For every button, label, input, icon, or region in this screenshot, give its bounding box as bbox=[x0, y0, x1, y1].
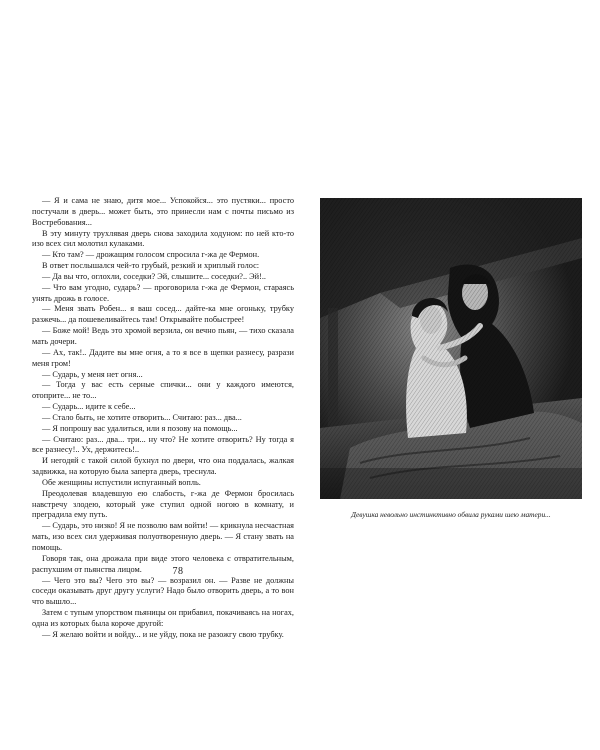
text-paragraph: — Сударь... идите к себе... bbox=[42, 402, 136, 412]
engraving-image bbox=[320, 198, 582, 499]
text-paragraph: В эту минуту трухлявая дверь снова заходила ходуном: по ней кто-то изо всех сил молотил кулаками. bbox=[32, 228, 294, 249]
text-paragraph: — Стало быть, не хотите отворить... Считаю: раз... два... bbox=[42, 412, 242, 422]
text-paragraph: Говоря так, она дрожала при виде этого человека с отвратительным, распухшим от пьянства лицом. bbox=[32, 553, 294, 574]
text-paragraph: — Чего это вы? Чего это вы? — возразил он. — Разве не должны соседи оказывать друг другу услуги? Надо было отворить дверь, а то вон что вышло... bbox=[32, 575, 294, 607]
text-paragraph: — Считаю: раз... два... три... ну что? Не хотите отворить? Ну тогда я все разнесу!.. Ух, держитесь!.. bbox=[32, 434, 294, 455]
text-paragraph: — Кто там? — дрожащим голосом спросила г-жа де Фермон. bbox=[42, 250, 260, 260]
text-paragraph: — Да вы что, оглохли, соседки? Эй, слышите... соседки?.. Эй!.. bbox=[42, 271, 266, 281]
engraving-illustration bbox=[320, 198, 582, 499]
illustration-caption: Девушка невольно инстинктивно обвила руками шею матери... bbox=[351, 510, 551, 519]
text-paragraph: — Меня звать Робен... я ваш сосед... дайте-ка мне огоньку, трубку разжечь... да пошевеливайтесь там! Открывайте побыстрее! bbox=[32, 304, 294, 325]
text-paragraph: Затем с тупым упорством пьяницы он прибавил, покачиваясь на ногах, одна из которых была короче другой: bbox=[32, 608, 294, 628]
text-paragraph: — Я желаю войти и войду... и не уйду, пока не разожгу свою трубку. bbox=[42, 629, 284, 639]
text-paragraph: И негодяй с такой силой бухнул по двери, что она поддалась, жалкая задвижка, на которую была заперта дверь, треснула. bbox=[32, 456, 294, 477]
text-paragraph: — Ах, так!.. Дадите вы мне огня, а то я все в щепки разнесу, разрази меня гром! bbox=[32, 347, 294, 368]
text-paragraph: — Сударь, у меня нет огня... bbox=[42, 369, 143, 379]
text-paragraph: — Сударь, это низко! Я не позволю вам войти! — крикнула несчастная мать, изо всех сил удерживая полуотворенную дверь. — Я стану звать на помощь. bbox=[32, 521, 294, 552]
text-paragraph: — Я попрошу вас удалиться, или я позову на помощь... bbox=[42, 423, 238, 433]
text-paragraph: Преодолевая владевшую ею слабость, г-жа де Фермон бросилась навстречу злодею, который уже ступил одной ногою в комнату, и преградила ему путь. bbox=[32, 488, 294, 520]
text-paragraph: В ответ послышался чей-то грубый, резкий и хриплый голос: bbox=[42, 261, 260, 271]
text-paragraph: — Боже мой! Ведь это хромой верзила, он вечно пьян, — тихо сказала мать дочери. bbox=[32, 326, 294, 346]
text-paragraph: — Что вам угодно, сударь? — проговорила г-жа де Фермон, стараясь унять дрожь в голосе. bbox=[32, 282, 294, 303]
text-paragraph: — Тогда у вас есть серные спички... они у каждого имеются, отоприте... не то... bbox=[32, 380, 294, 401]
text-paragraph: Обе женщины испустили испуганный вопль. bbox=[42, 477, 201, 487]
text-paragraph: — Я и сама не знаю, дитя мое... Успокойся... это пустяки... просто постучали в дверь... может быть, это принесли нам с почты письмо из Востребования... bbox=[32, 196, 294, 227]
page-number: 78 bbox=[172, 566, 184, 577]
